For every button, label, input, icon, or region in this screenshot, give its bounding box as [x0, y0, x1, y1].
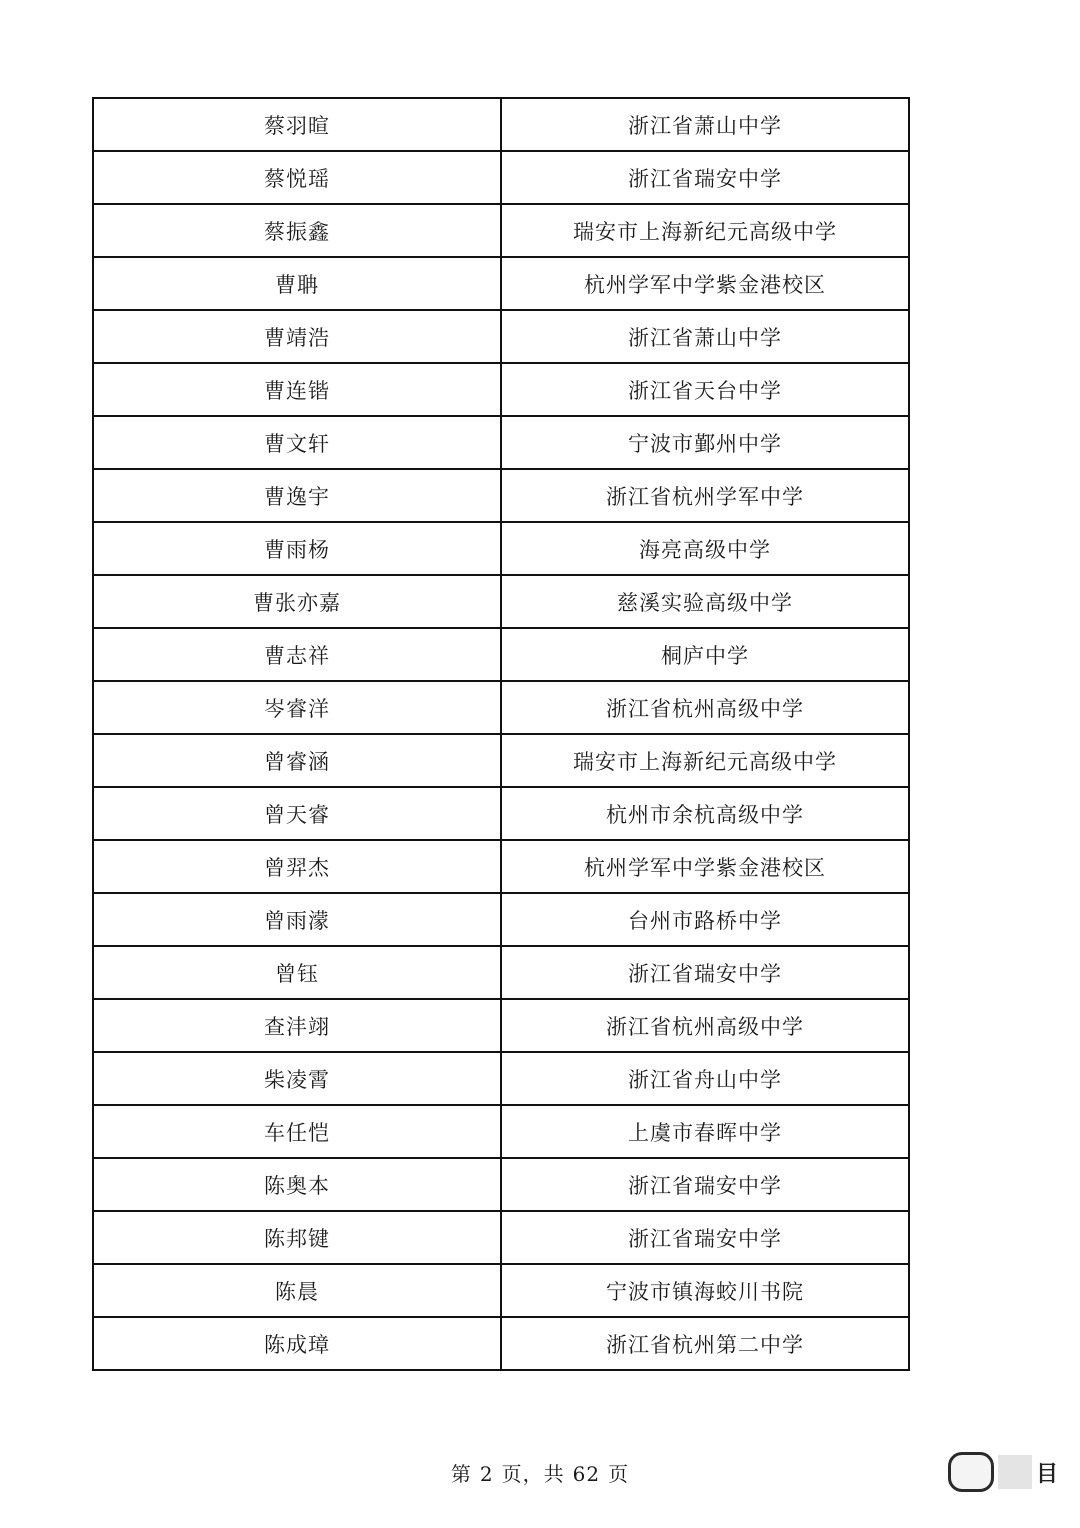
table-row	[93, 1264, 909, 1317]
school-name-cell: 海亮高级中学	[501, 522, 909, 575]
watermark-bar	[998, 1455, 1032, 1489]
student-name-cell: 蔡羽暄	[93, 98, 501, 151]
student-name-cell: 蔡悦瑶	[93, 151, 501, 204]
table-row	[93, 787, 909, 840]
table-row	[93, 204, 909, 257]
table-row	[93, 1211, 909, 1264]
school-name-cell: 桐庐中学	[501, 628, 909, 681]
school-name-cell: 浙江省杭州高级中学	[501, 681, 909, 734]
student-name-cell: 曹张亦嘉	[93, 575, 501, 628]
student-name-cell: 岑睿洋	[93, 681, 501, 734]
student-name-cell: 曾天睿	[93, 787, 501, 840]
table-row	[93, 151, 909, 204]
total-page-count: 62	[572, 1462, 601, 1486]
watermark-text: 目	[1035, 1461, 1058, 1487]
school-name-cell: 浙江省瑞安中学	[501, 946, 909, 999]
school-name-cell: 杭州市余杭高级中学	[501, 787, 909, 840]
student-name-cell: 曾睿涵	[93, 734, 501, 787]
school-name-cell: 杭州学军中学紫金港校区	[501, 257, 909, 310]
roster-table-container	[92, 97, 908, 1371]
table-row	[93, 363, 909, 416]
school-name-cell: 浙江省萧山中学	[501, 98, 909, 151]
student-name-cell: 柴凌霄	[93, 1052, 501, 1105]
table-row	[93, 1105, 909, 1158]
page-suffix: 页	[608, 1462, 630, 1486]
school-name-cell: 浙江省天台中学	[501, 363, 909, 416]
table-row	[93, 734, 909, 787]
watermark	[948, 1450, 1058, 1494]
student-name-cell: 曾雨濛	[93, 893, 501, 946]
student-name-cell: 陈晨	[93, 1264, 501, 1317]
student-name-cell: 车任恺	[93, 1105, 501, 1158]
school-name-cell: 瑞安市上海新纪元高级中学	[501, 204, 909, 257]
chat-bubble-icon	[948, 1452, 994, 1492]
student-name-cell: 曹靖浩	[93, 310, 501, 363]
table-row	[93, 469, 909, 522]
student-name-cell: 曹逸宇	[93, 469, 501, 522]
school-name-cell: 浙江省杭州学军中学	[501, 469, 909, 522]
table-row	[93, 98, 909, 151]
table-row	[93, 416, 909, 469]
student-name-cell: 曹连锴	[93, 363, 501, 416]
school-name-cell: 宁波市鄞州中学	[501, 416, 909, 469]
student-name-cell: 陈邦键	[93, 1211, 501, 1264]
current-page-number: 2	[479, 1462, 494, 1486]
table-row	[93, 257, 909, 310]
student-name-cell: 曹聃	[93, 257, 501, 310]
student-name-cell: 查沣翊	[93, 999, 501, 1052]
school-name-cell: 浙江省杭州高级中学	[501, 999, 909, 1052]
school-name-cell: 浙江省瑞安中学	[501, 151, 909, 204]
roster-table	[92, 97, 910, 1371]
table-row	[93, 310, 909, 363]
school-name-cell: 浙江省瑞安中学	[501, 1211, 909, 1264]
school-name-cell: 上虞市春晖中学	[501, 1105, 909, 1158]
table-row	[93, 628, 909, 681]
student-name-cell: 曾羿杰	[93, 840, 501, 893]
school-name-cell: 宁波市镇海蛟川书院	[501, 1264, 909, 1317]
school-name-cell: 浙江省杭州第二中学	[501, 1317, 909, 1370]
student-name-cell: 曹文轩	[93, 416, 501, 469]
table-row	[93, 681, 909, 734]
table-row	[93, 999, 909, 1052]
student-name-cell: 曾钰	[93, 946, 501, 999]
page-footer	[0, 1458, 1080, 1487]
student-name-cell: 曹雨杨	[93, 522, 501, 575]
page-unit: 页，共	[501, 1462, 565, 1486]
table-row	[93, 1052, 909, 1105]
student-name-cell: 陈奥本	[93, 1158, 501, 1211]
student-name-cell: 曹志祥	[93, 628, 501, 681]
school-name-cell: 浙江省舟山中学	[501, 1052, 909, 1105]
table-row	[93, 1317, 909, 1370]
school-name-cell: 浙江省瑞安中学	[501, 1158, 909, 1211]
student-name-cell: 蔡振鑫	[93, 204, 501, 257]
student-name-cell: 陈成璋	[93, 1317, 501, 1370]
school-name-cell: 杭州学军中学紫金港校区	[501, 840, 909, 893]
page-prefix: 第	[450, 1462, 472, 1486]
table-row	[93, 840, 909, 893]
table-row	[93, 946, 909, 999]
table-row	[93, 893, 909, 946]
table-row	[93, 1158, 909, 1211]
table-row	[93, 522, 909, 575]
table-row	[93, 575, 909, 628]
school-name-cell: 台州市路桥中学	[501, 893, 909, 946]
school-name-cell: 慈溪实验高级中学	[501, 575, 909, 628]
school-name-cell: 浙江省萧山中学	[501, 310, 909, 363]
roster-table-body	[93, 98, 909, 1370]
school-name-cell: 瑞安市上海新纪元高级中学	[501, 734, 909, 787]
